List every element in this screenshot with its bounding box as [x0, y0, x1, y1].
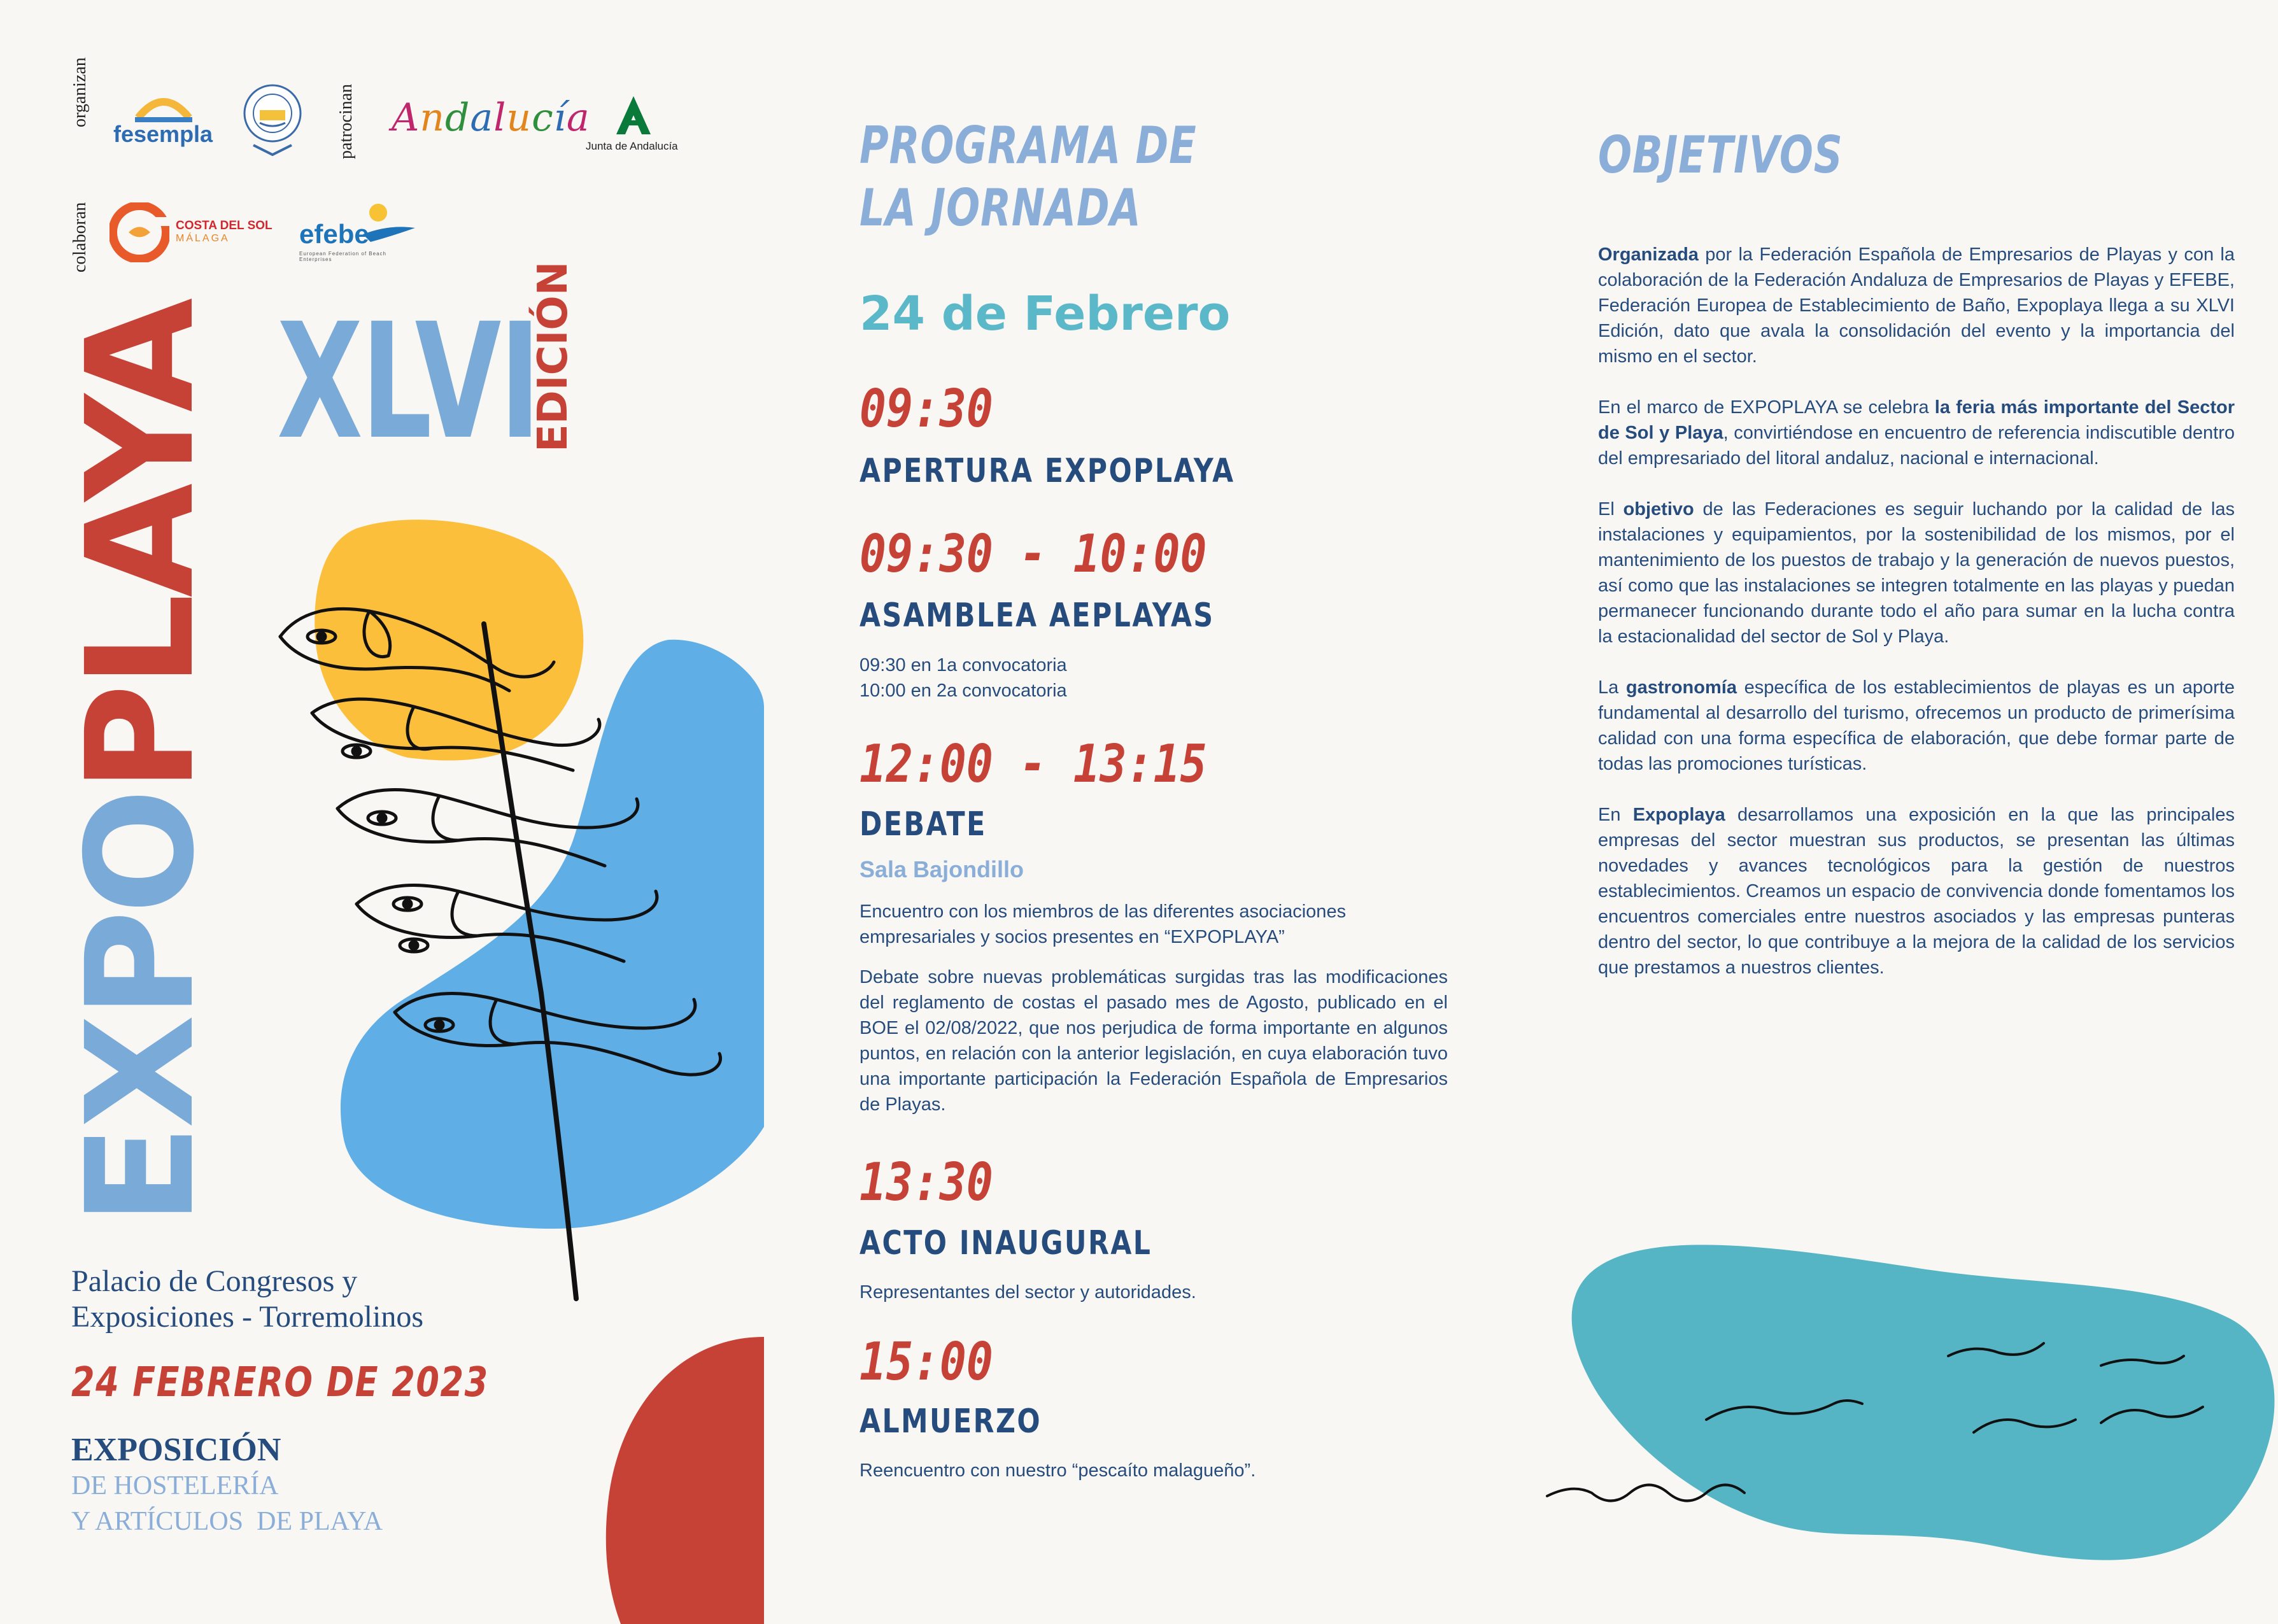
exposition-block: [71, 1432, 383, 1539]
objectives-paragraph: [1598, 242, 2235, 369]
event-detail: 09:30 en 1a convocatoria: [860, 655, 1067, 675]
program-title-line1: PROGRAMA DE: [860, 116, 1197, 175]
text: , convirtiéndose en encuentro de referencia indiscutible dentro del empresariado del litoral andaluz, nacional e internacional.: [1598, 423, 2235, 469]
event-title: ACTO INAUGURAL: [860, 1224, 1152, 1262]
costa-text: COSTA DEL SOL: [176, 219, 272, 232]
objectives-title: OBJETIVOS: [1598, 125, 1843, 185]
event-time: 15:00: [860, 1332, 993, 1392]
andalucia-logo: Andalucía: [392, 95, 590, 140]
sea-illustration: [1515, 1241, 2278, 1624]
bold-text: la feria más importante del Sector de Sol y Playa: [1598, 397, 2235, 443]
event-detail: 10:00 en 2a convocatoria: [860, 681, 1067, 701]
bold-text: gastronomía: [1625, 677, 1737, 698]
exposicion-sub2: Y ARTÍCULOS DE PLAYA: [71, 1507, 383, 1536]
bold-text: Organizada: [1598, 244, 1699, 265]
costa-subtext: MÁLAGA: [176, 233, 230, 244]
event-detail: Debate sobre nuevas problemáticas surgidas tras las modificaciones del reglamento de costas el pasado mes de Agosto, publicado en el BOE el 02/08/2022, que nos perjudica de forma importante en algunos puntos, en relación con la anterior legislación, en cuya elaboración tuvo una importante participación la Federación Española de Empresarios de Playas.: [860, 967, 1448, 1115]
event-detail: Encuentro con los miembros de las diferentes asociaciones empresariales y socios presentes en “EXPOPLAYA”: [860, 901, 1347, 947]
expoplaya-title: [55, 301, 227, 1225]
text: específica de los establecimientos de playas es un aporte fundamental al desarrollo del turismo, ofrecemos un producto de primerísima calidad con una forma específica de elaboración, que debe formar parte de todas las promociones turísticas.: [1598, 677, 2235, 774]
exposicion-heading: EXPOSICIÓN: [71, 1432, 281, 1468]
efebe-subtext: European Federation of Beach Enterprises: [299, 251, 386, 262]
text: En el marco de EXPOPLAYA se celebra: [1598, 397, 1935, 418]
exposicion-sub1: DE HOSTELERÍA: [71, 1471, 279, 1500]
objectives-paragraph: [1598, 395, 2235, 471]
label-organizan: organizan: [70, 57, 90, 127]
edition-number: XLVI: [277, 289, 539, 474]
title-expo: EXPO: [55, 792, 227, 1225]
event-detail: Representantes del sector y autoridades.: [860, 1282, 1196, 1303]
event-title: ASAMBLEA AEPLAYAS: [860, 597, 1215, 635]
objectives-paragraph: [1598, 675, 2235, 777]
event-title: DEBATE: [860, 805, 987, 844]
edition-word: EDICIÓN: [530, 261, 577, 452]
event-time: 09:30: [860, 379, 993, 439]
venue-line2: Exposiciones - Torremolinos: [71, 1300, 424, 1334]
program-title: [860, 115, 1292, 239]
text: desarrollamos una exposición en la que las principales empresas del sector muestran sus productos, se presentan las últimas novedades y avances tecnológicos para la gestión de nuestros establecimientos. Creamos un espacio de convivencia donde fomentamos los encuentros comerciales entre nuestros asociados y las empresas punteras dentro del sector, lo que contribuye a la mejora de la calidad de los servicios que prestamos a nuestros clientes.: [1598, 805, 2235, 978]
event-time: 09:30 - 10:00: [860, 524, 1207, 584]
text: de las Federaciones es seguir luchando por la calidad de las instalaciones y equipamientos, por la sostenibilidad de los mismos, por el mantenimiento de los puestos de trabajo y la generación de nuevos puestos, así como que las instalaciones se integren totalmente en las playas y puedan permanecer funcionando durante todo el año para sumar en la lucha contra la estacionalidad del sector de Sol y Playa.: [1598, 499, 2235, 647]
bold-text: Expoplaya: [1632, 805, 1725, 825]
venue: [71, 1264, 423, 1335]
junta-text: Junta de Andalucía: [586, 140, 678, 152]
venue-line1: Palacio de Congresos y: [71, 1264, 358, 1298]
objectives-panel: [1515, 0, 2278, 1624]
text: En: [1598, 805, 1633, 825]
text: La: [1598, 677, 1626, 698]
event-title: ALMUERZO: [860, 1402, 1042, 1441]
event-detail: Reencuentro con nuestro “pescaíto malagueño”.: [860, 1460, 1256, 1481]
fesempla-text: fesempla: [113, 121, 213, 147]
objectives-body: [1598, 242, 2235, 1006]
event-time: 12:00 - 13:15: [860, 734, 1207, 794]
program-panel: [764, 0, 1515, 1624]
efebe-text: efebe: [299, 219, 369, 249]
objectives-paragraph: [1598, 802, 2235, 980]
event-subtitle: Sala Bajondillo: [860, 856, 1024, 882]
cover-panel: [0, 0, 764, 1624]
label-patrocinan: patrocinan: [336, 83, 356, 159]
text: El: [1598, 499, 1624, 519]
label-colaboran: colaboran: [70, 202, 90, 272]
title-playa: PLAYA: [55, 301, 227, 793]
event-title: APERTURA EXPOPLAYA: [860, 452, 1235, 490]
program-title-line2: LA JORNADA: [860, 178, 1142, 237]
bold-text: objetivo: [1623, 499, 1694, 519]
objectives-paragraph: [1598, 497, 2235, 649]
program-date: 24 de Febrero: [860, 286, 1231, 341]
event-time: 13:30: [860, 1152, 993, 1213]
text: por la Federación Española de Empresarios de Playas y con la colaboración de la Federación Andaluza de Empresarios de Playas y EFEBE, Federación Europea de Establecimiento de Baño, Expoplaya llega a su XLVI Edición, dato que avala la consolidación del evento y la importancia del mismo en el sector.: [1598, 244, 2235, 367]
event-date: 24 FEBRERO DE 2023: [71, 1359, 489, 1406]
